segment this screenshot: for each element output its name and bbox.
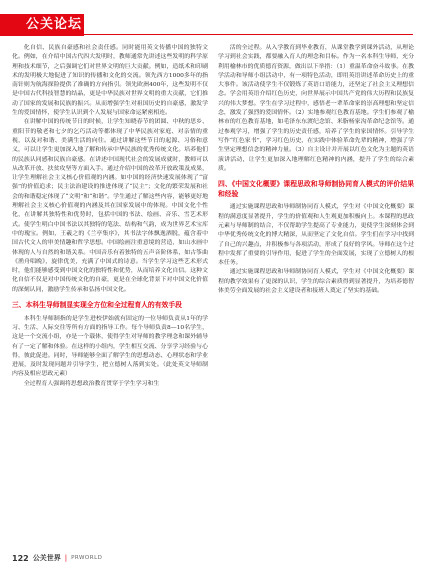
paragraph: 化自信、民族自豪感和社会责任感。同时能用英文传播中国的独特文化。例如，在介绍中国古代四大发明时，教师通常先讲述这些发明的科学原理和技术细节，之后强调它们对世界文明的巨大贡献。例如，造纸术和印刷术的发明极大地促进了知识的传播和文化的交流。领先西方1000多年的指南针则为航海探险提供了准确的方向指引。领先欧洲400年，这些发明不仅是中国古代科技智慧的结晶，更是中华民族对世界文明的重大贡献，它们推动了国家的发展和民族的振兴。从而增强学生对祖国历史的自豪感，激发学生的爱国情怀，使学生认识到个人发展与国家命运紧密相连。	[12, 45, 208, 117]
right-column	[218, 44, 414, 296]
section-heading: 三、本科生导师制显实现全方位和全过程育人的有效手段	[12, 301, 182, 310]
paragraph: 全过程育人强调将思想政治教育贯穿于学生学习和生	[23, 380, 160, 387]
header-rule	[84, 34, 413, 35]
header-bar	[0, 0, 427, 44]
paragraph: 活的全过程。从入学教育到毕业教育，从课堂教学到课外活动，从理论学习到社会实践，都要融入育人的理念和目标。作为一名本科生导师，充分利用榆林市的优质德育资源，做出以下举措：（1）重温革命奋斗故事。在教学活动和导师小组活动中，有一项特色活动，即用英语讲述革命历史上的重大事件。该活动使学生不仅锻炼了英语口语能力，还坚定了社会主义理想信念。学会用英语介绍红色历史，向世界展示中国共产党的伟大历程和民族复兴的伟大梦想。学生在学习过程中，感悟老一辈革命家的崇高理想和坚定信念，激发了强烈的爱国情怀。（2）实地参观红色教育基地。学生们参观了榆林市的红色教育基地，如毛泽东东渡纪念馆、米脂杨家沟革命纪念馆等。通过参观学习，增强了学生的历史责任感，培养了学生的家国情怀。引导学生写作“红色家书”，学习红色历史，在实践中体验革命先辈的精神，增强了学生坚定理想信念的精神力量。（3）自主设计并开展以红色文化为主题的英语演讲活动，让学生更加深入地理解红色精神的内涵，提升了学生的综合素质。	[218, 45, 414, 172]
magazine-english-name: PRWORLD	[71, 555, 103, 561]
column-label: 公关论坛	[0, 14, 84, 36]
section-heading: 四、《中国文化概要》课程思政和导师制协同育人模式的评价结果和经验	[218, 180, 414, 198]
page-number: 122	[12, 553, 29, 563]
magazine-name: 公关世界	[32, 554, 61, 562]
left-column	[12, 44, 208, 389]
page-footer	[12, 552, 102, 564]
paragraph: 本科生导师制指的是学生进校伊始就有固定的一位导师负责从1年的学习、生活、人际交往等所有方面的指导工作。每个导师负责8—10名学生，这是一个交流小组，亦是一个载体，使得学生对导师的教学理念和课外辅导有了一定了解和体验。在这样的小组内，学生相互交流、分享学习经验与心得，彼此促进。同时，导师能够全面了解学生的思想动态、心理状态和学业进展，及时发现问题并引导学生，把立德树人落到实处。（此处英文导师制内容及相应思政元素）	[12, 315, 208, 378]
footer-separator: |	[64, 554, 68, 562]
paragraph: 通过实施课程思政和导师制协同育人模式，学生对《中国文化概要》课程的满意度显著提升，学生的价值观和人生观更加积极向上。本课程的思政元素与导师制的结合，不仅帮助学生提高了专业能力，更使学生深刻体会到中华优秀传统文化的博大精深，从而坚定了文化自信。学生们在学习中找到了自己的兴趣点，并积极参与各项活动，形成了良好的学风。导师在这个过程中发挥了重要的引导作用，促进了学生的全面发展，实现了立德树人的根本任务。	[218, 204, 414, 267]
paragraph: 通过实施课程思政和导师制协同育人模式，学生对《中国文化概要》课程的教学效果有了更深的认识，学生的综合素质得到显著提升，为培养德智体美劳全面发展的社会主义建设者和接班人奠定了坚实的基础。	[218, 269, 414, 295]
paragraph: 在讲解中国的传统节日的时候，让学生知晓春节的团圆、中秋的思乡、重阳节的敬老和七夕的乞巧活动等都体现了中华民族对家庭、对亲情的重视，以及对和谐、美满生活的向往。通过讲解这些节日的起源、习俗和意义，可以让学生更加深入地了解和传承中华民族的优秀传统文化。培养他们的民族认同感和民族自豪感。在讲述中国现代社会的发展成就时，教师可以从改革开放、扶贫攻坚等方面入手。通过介绍中国的改革开放政策及成果，让学生理解社会主义核心价值观的内涵。如中国的经济快速发展体现了“富强”的价值追求；民主法治建设的推进体现了“民主”；文化的繁荣发展和社会的和谐稳定体现了“文明”和“和谐”。学生通过了解这些内容，能够更好地理解社会主义核心价值观的内涵及其在国家发展中的体现。中国文化个性化，在讲解其独特性和优势时，包括中国的书法、绘画、音乐、雪艺术形式。使学生明白中国书法以其独特的笔法、结构和气韵，成为世界艺术宝库中的瑰宝。例如，王羲之的《兰亭集序》，其书法字体飘逸洒脱，蕴含着中国古代文人的审美情趣和哲学思想。中国绘画注重意境的营造，如山水画中体现的人与自然的和谐关系。中国音乐有着独特的五声音阶体系，如古筝曲《渔舟唱晚》，旋律优美，充满了中国式的诗意。当学生学习这些艺术形式时，他们能够感受到中国文化的独特性和优势，从而培养文化自信。这种文化自信不仅是对中国传统文化的自豪，更是在全球化背景下对中国文化价值的深刻认同，激励学生传承和弘扬中国文化。	[12, 119, 208, 293]
